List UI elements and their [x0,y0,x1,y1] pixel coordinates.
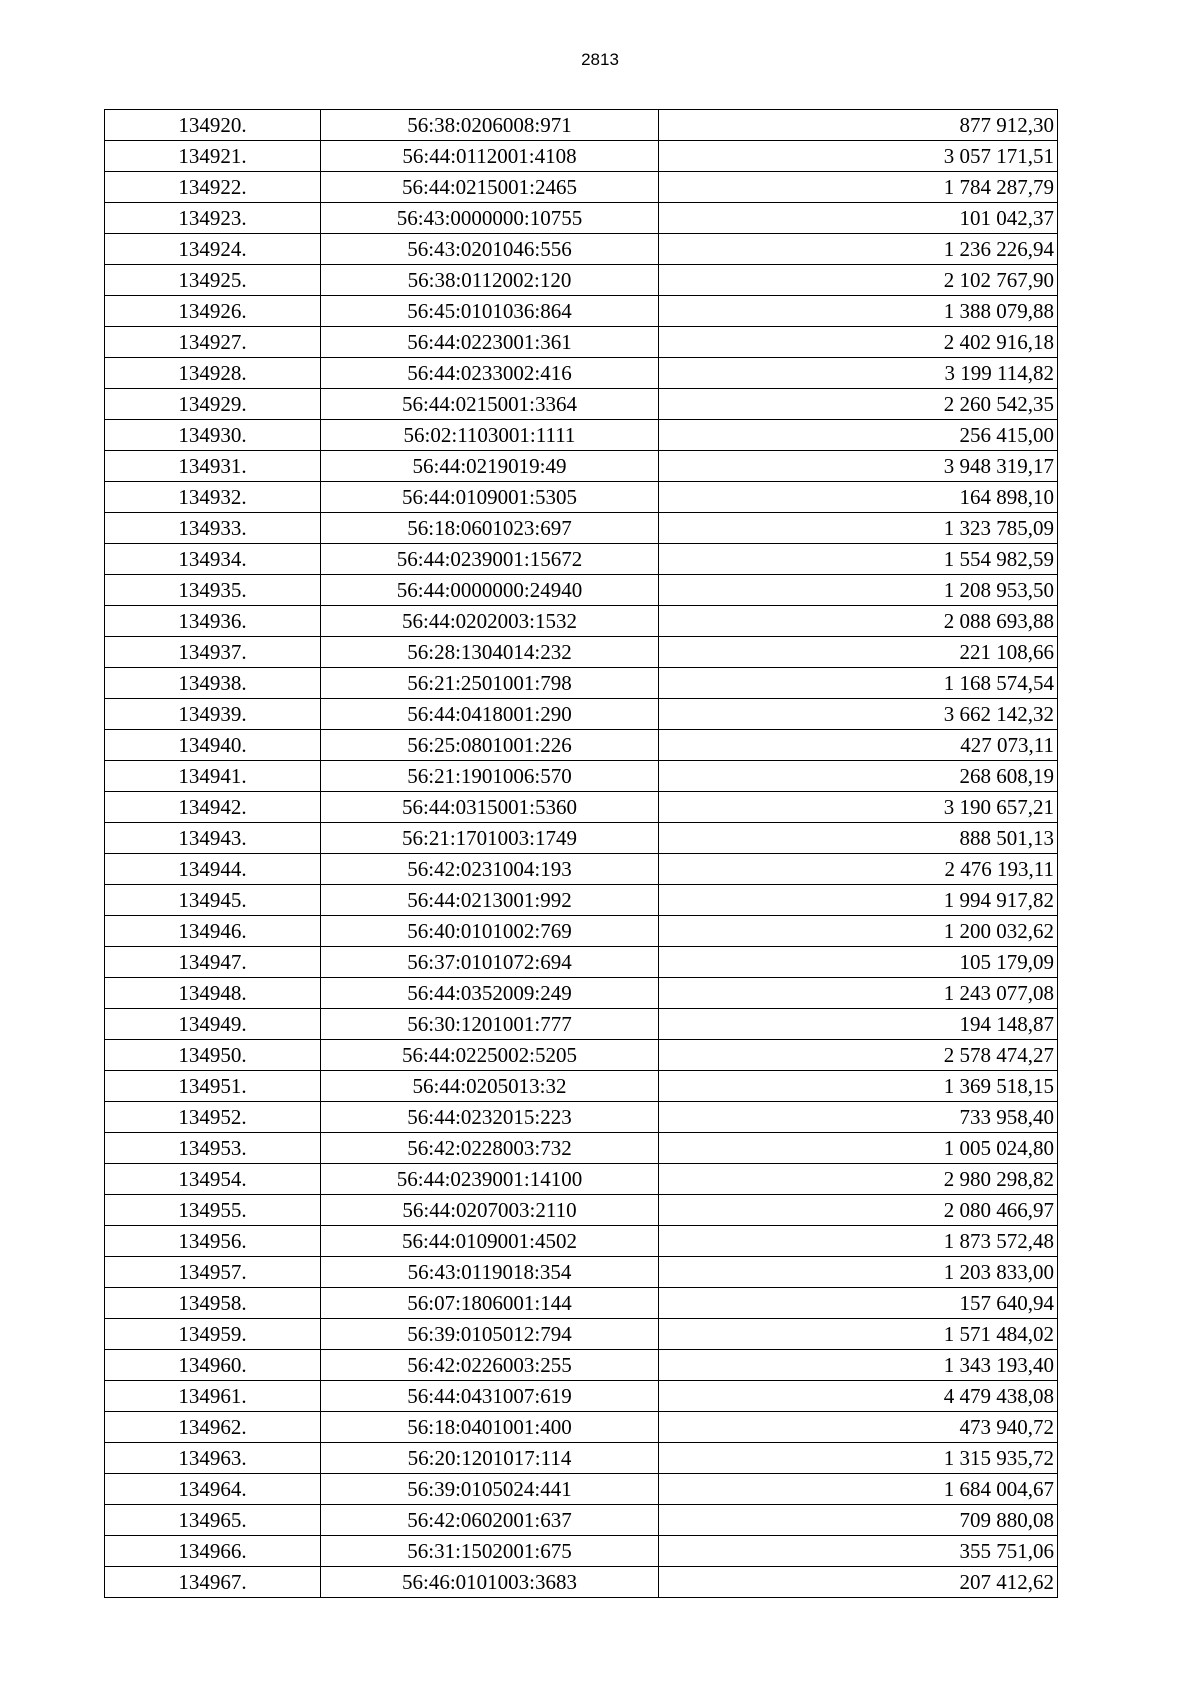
table-row [105,978,1058,1009]
table-row [105,110,1058,141]
cadastral-number-cell: 56:21:2501001:798 [321,668,659,699]
table-row [105,389,1058,420]
row-number-cell: 134923. [105,203,321,234]
cadastral-value-table [104,109,1058,1598]
row-number-cell: 134947. [105,947,321,978]
table-row [105,358,1058,389]
cadastral-value-cell: 2 088 693,88 [659,606,1058,637]
cadastral-value-cell: 207 412,62 [659,1567,1058,1598]
cadastral-number-cell: 56:38:0206008:971 [321,110,659,141]
row-number-cell: 134959. [105,1319,321,1350]
table-row [105,1412,1058,1443]
cadastral-number-cell: 56:07:1806001:144 [321,1288,659,1319]
row-number-cell: 134935. [105,575,321,606]
cadastral-value-cell: 1 005 024,80 [659,1133,1058,1164]
cadastral-number-cell: 56:44:0215001:3364 [321,389,659,420]
table-row [105,699,1058,730]
cadastral-value-cell: 2 578 474,27 [659,1040,1058,1071]
table-row [105,1102,1058,1133]
cadastral-number-cell: 56:21:1901006:570 [321,761,659,792]
cadastral-value-cell: 1 388 079,88 [659,296,1058,327]
cadastral-value-cell: 221 108,66 [659,637,1058,668]
cadastral-value-cell: 1 369 518,15 [659,1071,1058,1102]
cadastral-value-cell: 1 203 833,00 [659,1257,1058,1288]
cadastral-value-cell: 1 323 785,09 [659,513,1058,544]
table-row [105,730,1058,761]
table-row [105,1288,1058,1319]
cadastral-number-cell: 56:38:0112002:120 [321,265,659,296]
table-row [105,420,1058,451]
cadastral-number-cell: 56:44:0232015:223 [321,1102,659,1133]
cadastral-number-cell: 56:45:0101036:864 [321,296,659,327]
table-row [105,1319,1058,1350]
row-number-cell: 134921. [105,141,321,172]
cadastral-value-cell: 101 042,37 [659,203,1058,234]
table-row [105,668,1058,699]
cadastral-value-cell: 1 554 982,59 [659,544,1058,575]
row-number-cell: 134967. [105,1567,321,1598]
row-number-cell: 134944. [105,854,321,885]
row-number-cell: 134964. [105,1474,321,1505]
table-row [105,1474,1058,1505]
row-number-cell: 134952. [105,1102,321,1133]
cadastral-value-cell: 709 880,08 [659,1505,1058,1536]
cadastral-value-cell: 733 958,40 [659,1102,1058,1133]
row-number-cell: 134951. [105,1071,321,1102]
table-row [105,1195,1058,1226]
table-row [105,296,1058,327]
cadastral-value-cell: 1 873 572,48 [659,1226,1058,1257]
row-number-cell: 134957. [105,1257,321,1288]
cadastral-number-cell: 56:02:1103001:1111 [321,420,659,451]
table-row [105,513,1058,544]
row-number-cell: 134948. [105,978,321,1009]
cadastral-number-cell: 56:44:0418001:290 [321,699,659,730]
cadastral-number-cell: 56:18:0601023:697 [321,513,659,544]
cadastral-number-cell: 56:44:0219019:49 [321,451,659,482]
cadastral-value-cell: 157 640,94 [659,1288,1058,1319]
cadastral-value-cell: 473 940,72 [659,1412,1058,1443]
table-body [105,110,1058,1598]
row-number-cell: 134953. [105,1133,321,1164]
row-number-cell: 134946. [105,916,321,947]
cadastral-value-cell: 4 479 438,08 [659,1381,1058,1412]
row-number-cell: 134938. [105,668,321,699]
cadastral-number-cell: 56:44:0215001:2465 [321,172,659,203]
cadastral-number-cell: 56:42:0226003:255 [321,1350,659,1381]
cadastral-value-cell: 2 080 466,97 [659,1195,1058,1226]
row-number-cell: 134960. [105,1350,321,1381]
cadastral-value-cell: 1 200 032,62 [659,916,1058,947]
page-number: 2813 [581,50,619,69]
cadastral-number-cell: 56:42:0228003:732 [321,1133,659,1164]
cadastral-number-cell: 56:44:0112001:4108 [321,141,659,172]
row-number-cell: 134945. [105,885,321,916]
table-row [105,916,1058,947]
row-number-cell: 134958. [105,1288,321,1319]
cadastral-number-cell: 56:44:0223001:361 [321,327,659,358]
table-row [105,1164,1058,1195]
cadastral-value-cell: 1 571 484,02 [659,1319,1058,1350]
cadastral-value-cell: 355 751,06 [659,1536,1058,1567]
row-number-cell: 134965. [105,1505,321,1536]
table-row [105,606,1058,637]
row-number-cell: 134926. [105,296,321,327]
cadastral-number-cell: 56:44:0431007:619 [321,1381,659,1412]
cadastral-number-cell: 56:44:0233002:416 [321,358,659,389]
row-number-cell: 134925. [105,265,321,296]
cadastral-number-cell: 56:44:0207003:2110 [321,1195,659,1226]
table-row [105,172,1058,203]
cadastral-number-cell: 56:43:0119018:354 [321,1257,659,1288]
row-number-cell: 134931. [105,451,321,482]
row-number-cell: 134932. [105,482,321,513]
table-row [105,885,1058,916]
row-number-cell: 134920. [105,110,321,141]
table-row [105,1133,1058,1164]
cadastral-value-cell: 3 190 657,21 [659,792,1058,823]
cadastral-number-cell: 56:44:0109001:4502 [321,1226,659,1257]
table-row [105,575,1058,606]
cadastral-number-cell: 56:28:1304014:232 [321,637,659,668]
table-row [105,451,1058,482]
row-number-cell: 134956. [105,1226,321,1257]
cadastral-number-cell: 56:43:0201046:556 [321,234,659,265]
cadastral-number-cell: 56:44:0239001:14100 [321,1164,659,1195]
cadastral-value-cell: 2 260 542,35 [659,389,1058,420]
row-number-cell: 134927. [105,327,321,358]
cadastral-value-cell: 3 199 114,82 [659,358,1058,389]
cadastral-number-cell: 56:46:0101003:3683 [321,1567,659,1598]
cadastral-number-cell: 56:44:0202003:1532 [321,606,659,637]
cadastral-value-cell: 105 179,09 [659,947,1058,978]
table-row [105,823,1058,854]
table-row [105,1226,1058,1257]
row-number-cell: 134962. [105,1412,321,1443]
cadastral-value-cell: 3 057 171,51 [659,141,1058,172]
row-number-cell: 134963. [105,1443,321,1474]
cadastral-number-cell: 56:43:0000000:10755 [321,203,659,234]
row-number-cell: 134955. [105,1195,321,1226]
cadastral-value-cell: 1 236 226,94 [659,234,1058,265]
cadastral-number-cell: 56:31:1502001:675 [321,1536,659,1567]
table-row [105,761,1058,792]
table-row [105,1381,1058,1412]
cadastral-number-cell: 56:25:0801001:226 [321,730,659,761]
row-number-cell: 134928. [105,358,321,389]
cadastral-value-cell: 164 898,10 [659,482,1058,513]
cadastral-value-cell: 1 208 953,50 [659,575,1058,606]
cadastral-number-cell: 56:39:0105024:441 [321,1474,659,1505]
row-number-cell: 134942. [105,792,321,823]
cadastral-number-cell: 56:44:0000000:24940 [321,575,659,606]
row-number-cell: 134929. [105,389,321,420]
cadastral-number-cell: 56:18:0401001:400 [321,1412,659,1443]
row-number-cell: 134950. [105,1040,321,1071]
cadastral-number-cell: 56:44:0315001:5360 [321,792,659,823]
table-row [105,947,1058,978]
cadastral-number-cell: 56:40:0101002:769 [321,916,659,947]
cadastral-number-cell: 56:44:0109001:5305 [321,482,659,513]
row-number-cell: 134934. [105,544,321,575]
cadastral-value-cell: 1 343 193,40 [659,1350,1058,1381]
table-row [105,854,1058,885]
table-row [105,1567,1058,1598]
table-row [105,1350,1058,1381]
row-number-cell: 134943. [105,823,321,854]
table-row [105,1009,1058,1040]
table-row [105,1257,1058,1288]
table-row [105,141,1058,172]
cadastral-number-cell: 56:20:1201017:114 [321,1443,659,1474]
table-row [105,1071,1058,1102]
table-row [105,1040,1058,1071]
cadastral-value-cell: 1 684 004,67 [659,1474,1058,1505]
table-row [105,544,1058,575]
row-number-cell: 134939. [105,699,321,730]
cadastral-number-cell: 56:44:0213001:992 [321,885,659,916]
cadastral-number-cell: 56:42:0231004:193 [321,854,659,885]
cadastral-value-cell: 427 073,11 [659,730,1058,761]
cadastral-value-cell: 256 415,00 [659,420,1058,451]
table-row [105,637,1058,668]
cadastral-value-cell: 2 476 193,11 [659,854,1058,885]
row-number-cell: 134930. [105,420,321,451]
table-row [105,1443,1058,1474]
cadastral-value-cell: 1 168 574,54 [659,668,1058,699]
row-number-cell: 134933. [105,513,321,544]
cadastral-value-cell: 3 948 319,17 [659,451,1058,482]
row-number-cell: 134924. [105,234,321,265]
cadastral-number-cell: 56:44:0239001:15672 [321,544,659,575]
cadastral-value-cell: 2 102 767,90 [659,265,1058,296]
cadastral-value-cell: 1 784 287,79 [659,172,1058,203]
cadastral-number-cell: 56:39:0105012:794 [321,1319,659,1350]
table-row [105,265,1058,296]
cadastral-value-cell: 1 994 917,82 [659,885,1058,916]
cadastral-value-cell: 877 912,30 [659,110,1058,141]
cadastral-value-cell: 194 148,87 [659,1009,1058,1040]
row-number-cell: 134936. [105,606,321,637]
table-row [105,1505,1058,1536]
row-number-cell: 134961. [105,1381,321,1412]
row-number-cell: 134922. [105,172,321,203]
cadastral-number-cell: 56:37:0101072:694 [321,947,659,978]
row-number-cell: 134966. [105,1536,321,1567]
table-row [105,327,1058,358]
table-row [105,234,1058,265]
cadastral-value-cell: 1 315 935,72 [659,1443,1058,1474]
row-number-cell: 134949. [105,1009,321,1040]
cadastral-number-cell: 56:44:0352009:249 [321,978,659,1009]
row-number-cell: 134954. [105,1164,321,1195]
cadastral-value-cell: 888 501,13 [659,823,1058,854]
cadastral-value-cell: 2 402 916,18 [659,327,1058,358]
cadastral-value-cell: 3 662 142,32 [659,699,1058,730]
cadastral-value-cell: 268 608,19 [659,761,1058,792]
table-row [105,792,1058,823]
row-number-cell: 134937. [105,637,321,668]
cadastral-value-cell: 1 243 077,08 [659,978,1058,1009]
cadastral-number-cell: 56:42:0602001:637 [321,1505,659,1536]
cadastral-number-cell: 56:44:0225002:5205 [321,1040,659,1071]
row-number-cell: 134941. [105,761,321,792]
table-row [105,203,1058,234]
cadastral-value-cell: 2 980 298,82 [659,1164,1058,1195]
row-number-cell: 134940. [105,730,321,761]
cadastral-number-cell: 56:30:1201001:777 [321,1009,659,1040]
cadastral-number-cell: 56:21:1701003:1749 [321,823,659,854]
table-row [105,482,1058,513]
cadastral-number-cell: 56:44:0205013:32 [321,1071,659,1102]
table-row [105,1536,1058,1567]
